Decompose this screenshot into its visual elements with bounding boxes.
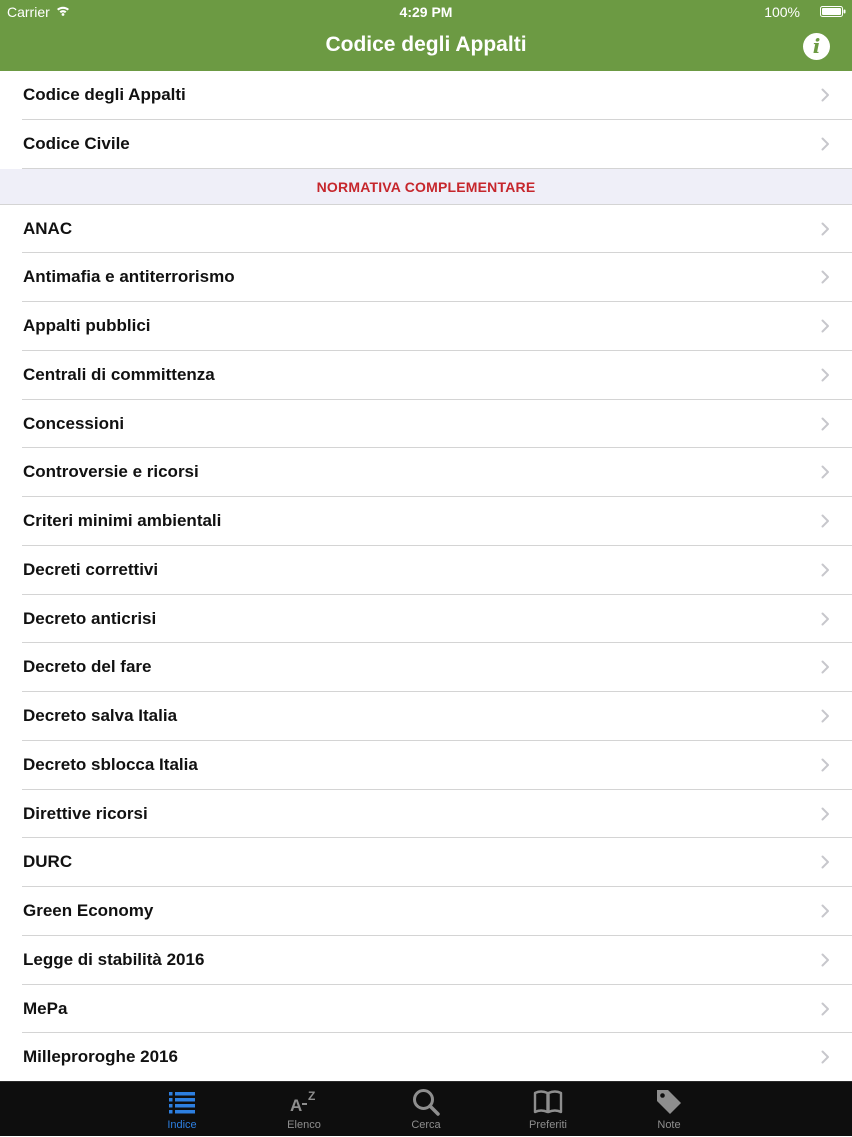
tab-indice[interactable] xyxy=(142,1082,222,1137)
tab-label: Elenco xyxy=(287,1119,321,1131)
list-icon xyxy=(167,1087,197,1117)
status-time: 4:29 PM xyxy=(399,4,453,20)
list-item-label: Decreto sblocca Italia xyxy=(23,754,198,774)
list-item-decreto-salva-italia[interactable] xyxy=(22,692,852,741)
chevron-right-icon xyxy=(821,807,830,821)
chevron-right-icon xyxy=(821,660,830,674)
list-item-label: Decreto salva Italia xyxy=(23,706,178,725)
list-item-label: Codice degli Appalti xyxy=(23,85,186,104)
list-item-label: DURC xyxy=(23,852,73,872)
list-item-decreti-correttivi[interactable] xyxy=(22,546,852,595)
list-item-label: Concessioni xyxy=(23,413,125,433)
chevron-right-icon xyxy=(821,368,830,382)
list-item-label: Criteri minimi ambientali xyxy=(23,511,222,530)
list-item-label: ANAC xyxy=(23,218,73,238)
chevron-right-icon xyxy=(821,319,830,333)
index-list[interactable] xyxy=(0,71,852,1081)
list-item-anac[interactable] xyxy=(22,205,852,254)
tab-cerca[interactable] xyxy=(386,1082,466,1137)
tab-label: Indice xyxy=(167,1119,197,1131)
section-header: NORMATIVA COMPLEMENTARE xyxy=(0,169,852,205)
list-item-label: Antimafia e antiterrorismo xyxy=(23,267,235,287)
tag-icon xyxy=(654,1087,684,1117)
list-item-decreto-del-fare[interactable] xyxy=(22,643,852,692)
status-bar xyxy=(0,0,852,24)
navigation-bar xyxy=(0,0,852,71)
list-item-criteri-minimi-ambientali[interactable] xyxy=(22,497,852,546)
list-item-label: Centrali di committenza xyxy=(23,364,215,384)
list-item-label: Green Economy xyxy=(23,901,154,920)
list-item-direttive-ricorsi[interactable] xyxy=(22,790,852,839)
chevron-right-icon xyxy=(821,270,830,284)
chevron-right-icon xyxy=(821,904,830,918)
tab-label: Preferiti xyxy=(529,1119,567,1131)
list-item-centrali-di-committenza[interactable] xyxy=(22,351,852,400)
list-item-legge-di-stabilita-2016[interactable] xyxy=(22,936,852,985)
list-item-antimafia-e-antiterrorismo[interactable] xyxy=(22,253,852,302)
list-item-appalti-pubblici[interactable] xyxy=(22,302,852,351)
az-icon xyxy=(289,1087,319,1117)
page-title: Codice degli Appalti xyxy=(325,33,527,56)
list-item-durc[interactable] xyxy=(22,838,852,887)
svg-text:Z: Z xyxy=(308,1089,316,1103)
chevron-right-icon xyxy=(821,465,830,479)
list-item-label: Milleproroghe 2016 xyxy=(23,1047,178,1067)
list-item-label: Direttive ricorsi xyxy=(23,803,148,823)
tab-bar xyxy=(0,1081,852,1136)
chevron-right-icon xyxy=(821,137,830,151)
battery-percent: 100% xyxy=(764,4,800,20)
search-icon xyxy=(411,1087,441,1117)
chevron-right-icon xyxy=(821,953,830,967)
list-item-concessioni[interactable] xyxy=(22,400,852,449)
chevron-right-icon xyxy=(821,855,830,869)
list-item-label: MePa xyxy=(23,998,68,1018)
list-item-decreto-sblocca-italia[interactable] xyxy=(22,741,852,790)
list-item-codice-civile[interactable] xyxy=(22,120,852,169)
list-item-controversie-e-ricorsi[interactable] xyxy=(22,448,852,497)
list-item-label: Codice Civile xyxy=(23,133,130,153)
chevron-right-icon xyxy=(821,612,830,626)
tab-preferiti[interactable] xyxy=(508,1082,588,1137)
list-item-label: Controversie e ricorsi xyxy=(23,462,199,482)
tab-label: Cerca xyxy=(411,1119,441,1131)
book-icon xyxy=(533,1087,563,1117)
tab-elenco[interactable] xyxy=(264,1082,344,1137)
carrier-label: Carrier xyxy=(7,4,50,20)
chevron-right-icon xyxy=(821,563,830,577)
list-item-label: Decreto anticrisi xyxy=(23,608,157,628)
chevron-right-icon xyxy=(821,222,830,236)
chevron-right-icon xyxy=(821,88,830,102)
list-item-milleproroghe-2016[interactable] xyxy=(22,1033,852,1081)
chevron-right-icon xyxy=(821,1002,830,1016)
list-item-codice-degli-appalti[interactable] xyxy=(22,71,852,120)
list-item-label: Appalti pubblici xyxy=(23,316,151,335)
chevron-right-icon xyxy=(821,514,830,528)
chevron-right-icon xyxy=(821,417,830,431)
list-item-green-economy[interactable] xyxy=(22,887,852,936)
list-item-decreto-anticrisi[interactable] xyxy=(22,595,852,644)
tab-note[interactable] xyxy=(629,1082,709,1137)
tab-label: Note xyxy=(657,1119,681,1131)
chevron-right-icon xyxy=(821,709,830,723)
chevron-right-icon xyxy=(821,758,830,772)
list-item-label: Decreti correttivi xyxy=(23,559,159,579)
list-item-mepa[interactable] xyxy=(22,985,852,1034)
info-icon[interactable]: i xyxy=(803,33,830,60)
chevron-right-icon xyxy=(821,1050,830,1064)
list-item-label: Legge di stabilità 2016 xyxy=(23,949,205,969)
list-item-label: Decreto del fare xyxy=(23,657,152,677)
battery-icon xyxy=(820,6,846,17)
svg-text:A: A xyxy=(290,1096,303,1115)
